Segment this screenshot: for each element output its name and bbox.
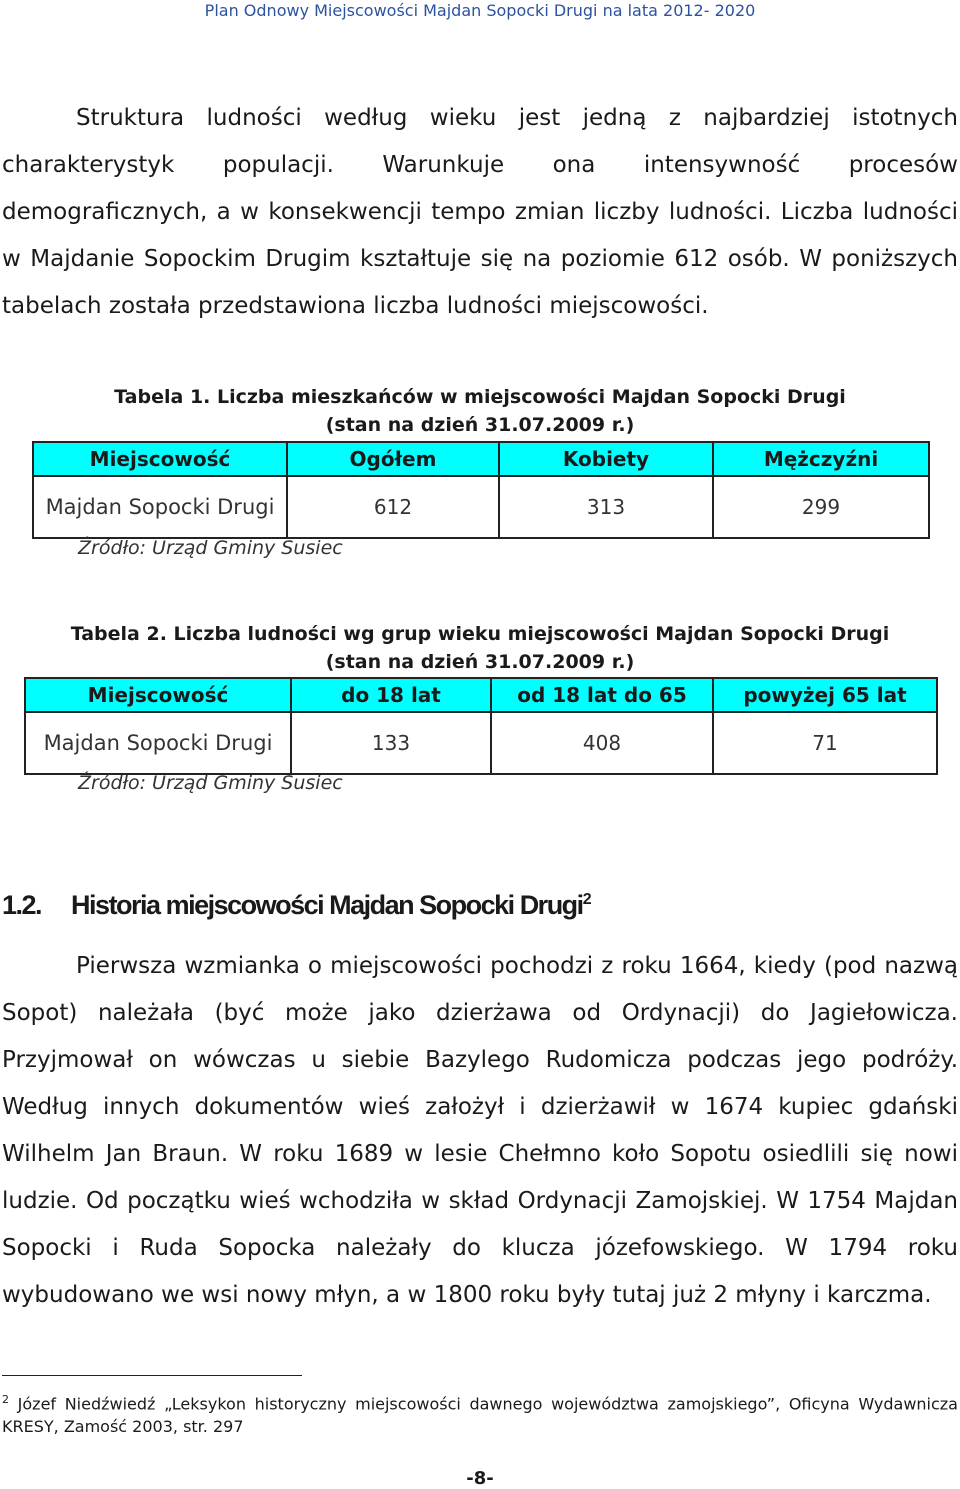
intro-paragraph [2, 95, 958, 330]
history-paragraph [2, 943, 958, 1319]
section-heading [2, 880, 592, 925]
table1-cell-women: 313 [499, 476, 713, 538]
footnote-divider [2, 1375, 302, 1376]
table2-cell-18to65: 408 [491, 712, 713, 774]
page-header: Plan Odnowy Miejscowości Majdan Sopocki Drugi na lata 2012- 2020 [204, 1, 756, 20]
table1-cell-total: 612 [287, 476, 499, 538]
footnote-text: Józef Niedźwiedź „Leksykon historyczny miejscowości dawnego województwa zamojskiego”, Oficyna Wydawnicza KRESY, Zamość 2003, str. 297 [2, 1394, 958, 1437]
table1-caption-line2: (stan na dzień 31.07.2009 r.) [325, 414, 635, 436]
table2-header-cell: od 18 lat do 65 [491, 678, 713, 712]
table1-header-cell: Kobiety [499, 442, 713, 476]
table1-cell-place: Majdan Sopocki Drugi [33, 476, 287, 538]
table2-caption-line2: (stan na dzień 31.07.2009 r.) [325, 651, 635, 673]
table1-header-cell: Miejscowość [33, 442, 287, 476]
table2-header-row [25, 678, 937, 712]
table2-header-cell: Miejscowość [25, 678, 291, 712]
section-title: Historia miejscowości Majdan Sopocki Drugi [71, 890, 583, 920]
table1-header-row [33, 442, 929, 476]
table1-caption-line1: Tabela 1. Liczba mieszkańców w miejscowości Majdan Sopocki Drugi [114, 386, 846, 408]
table2-caption-line1: Tabela 2. Liczba ludności wg grup wieku miejscowości Majdan Sopocki Drugi [70, 623, 890, 645]
table1 [32, 441, 930, 539]
footnote-mark: 2 [2, 1393, 9, 1406]
table2-cell-over65: 71 [713, 712, 937, 774]
table1-header-cell: Mężczyźni [713, 442, 929, 476]
history-paragraph-text: Pierwsza wzmianka o miejscowości pochodzi z roku 1664, kiedy (pod nazwą Sopot) należała (być może jako dzierżawa od Ordynacji) do Jagiełowicza. Przyjmował on wówczas u siebie Bazylego Rudomicza podczas jego podróży. Według innych dokumentów wieś założył i dzierżawił w 1674 kupiec gdański Wilhelm Jan Braun. W roku 1689 w lesie Chełmno koło Sopotu osiedlili się nowi ludzie. Od początku wieś wchodziła w skład Ordynacji Zamojskiej. W 1754 Majdan Sopocki i Ruda Sopocka należały do klucza józefowskiego. W 1794 roku wybudowano we wsi nowy młyn, a w 1800 roku były tutaj już 2 młyny i karczma. [2, 953, 958, 1308]
table1-caption [30, 383, 930, 439]
intro-paragraph-text: Struktura ludności według wieku jest jedną z najbardziej istotnych charakterystyk populacji. Warunkuje ona intensywność procesów demograficznych, a w konsekwencji tempo zmian liczby ludności. Liczba ludności w Majdanie Sopockim Drugim kształtuje się na poziomie 612 osób. W poniższych tabelach została przedstawiona liczba ludności miejscowości. [2, 105, 958, 319]
table2-caption [40, 620, 920, 676]
table1-cell-men: 299 [713, 476, 929, 538]
table1-header-cell: Ogółem [287, 442, 499, 476]
footnote-reference[interactable]: 2 [582, 891, 592, 908]
table2-cell-place: Majdan Sopocki Drugi [25, 712, 291, 774]
page-number: -8- [466, 1468, 494, 1489]
table1-row [33, 476, 929, 538]
table2-source: Źródło: Urząd Gminy Susiec [78, 772, 343, 794]
table2-header-cell: powyżej 65 lat [713, 678, 937, 712]
table2-row [25, 712, 937, 774]
footnote [2, 1388, 958, 1438]
table2-cell-under18: 133 [291, 712, 491, 774]
table2 [24, 677, 938, 775]
table1-source: Źródło: Urząd Gminy Susiec [78, 537, 343, 559]
table2-header-cell: do 18 lat [291, 678, 491, 712]
section-number: 1.2. [2, 890, 42, 920]
